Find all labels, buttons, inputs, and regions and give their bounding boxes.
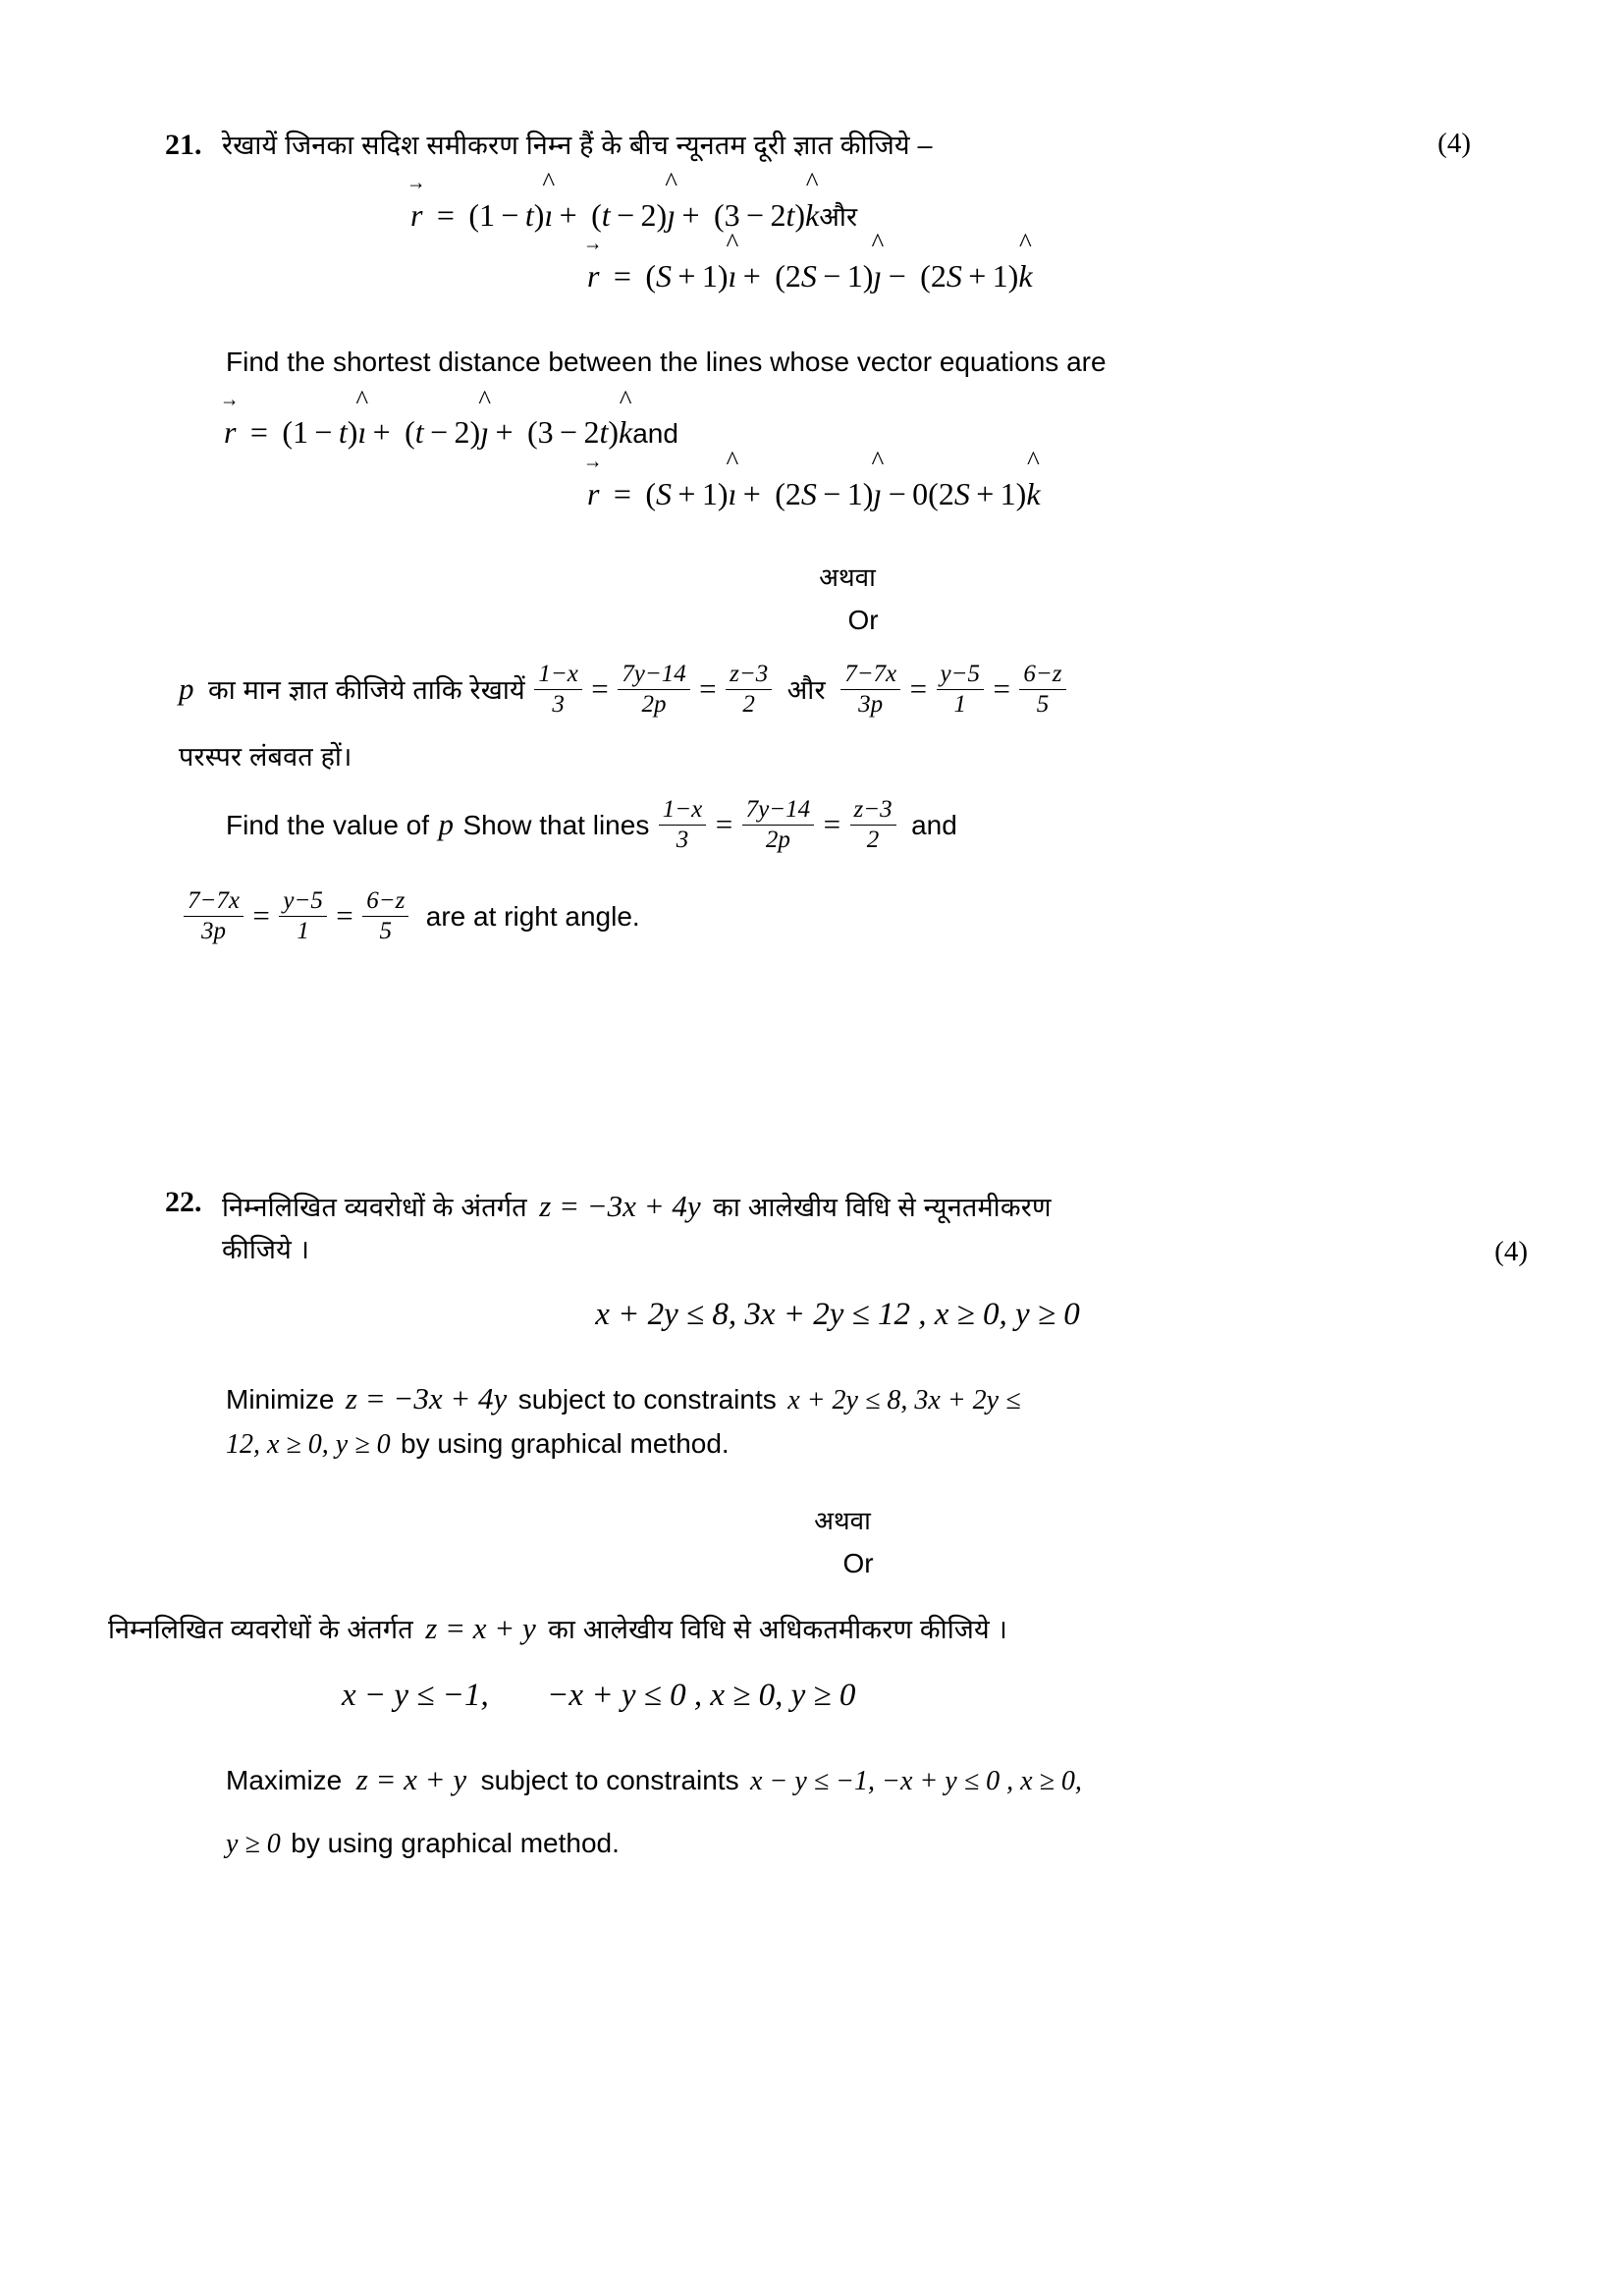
- question-22-hindi-prompt-line-1: [222, 1183, 1471, 1230]
- question-22-alternative-hindi: अथवा: [814, 1506, 871, 1536]
- question-22-english-objective: z = −3x + 4y: [345, 1380, 508, 1415]
- question-22-alt-english-row-1: [226, 1755, 1471, 1804]
- question-22-constraints-display: x + 2y ≤ 8, 3x + 2y ≤ 12 , x ≥ 0, y ≥ 0: [595, 1296, 1080, 1332]
- question-21-alt-english-row-1: Find the value of p Show that lines $\frac{1-x}{3}$ = $\frac{7y-14}{2p}$ = $\frac{z-3}{2}$ and: [226, 795, 957, 853]
- question-22-hindi-prompt-part2: का आलेखीय विधि से न्यूनतमीकरण: [713, 1193, 1052, 1222]
- fraction-z-3-over-2: $\frac{z-3}{2}$: [726, 661, 772, 719]
- fraction-1-x-over-3: $\frac{1-x}{3}$: [534, 661, 581, 719]
- fraction-y-5-over-1-english: $\frac{y-5}{1}$: [279, 887, 326, 945]
- question-22-alt-english-constraints: x − y ≤ −1, −x + y ≤ 0 , x ≥ 0,: [750, 1766, 1082, 1797]
- question-21-hindi-equation-2: r → = (S + 1)ı ^ + (2S − 1)ȷ ^ − (2S + 1)k ^: [587, 245, 1471, 306]
- question-21-header: [165, 126, 1471, 167]
- question-22-hindi-prompt-part3: कीजिये ।: [222, 1235, 310, 1265]
- question-21-alt-english-lead: Find the value of: [226, 809, 430, 840]
- question-21-alt-hindi-conjunction: और: [786, 674, 826, 705]
- question-21-hindi-prompt: रेखायें जिनका सदिश समीकरण निम्न हैं के बीच न्यूनतम दूरी ज्ञात कीजिये –: [222, 131, 933, 160]
- question-22: [108, 1183, 1528, 1867]
- question-21-hindi-equation-1: r → = (1 − t)ı ^ + (t − 2)ȷ ^ + (3 − 2t)k ^और: [410, 185, 1471, 245]
- question-22-number: 22.: [165, 1186, 202, 1218]
- question-22-alternative-english-row: [165, 1542, 1471, 1586]
- question-22-english-row-1: [226, 1374, 1471, 1423]
- question-21-english-equation-2: r → = (S + 1)ı ^ + (2S − 1)ȷ ^ − 0(2S + 1)k ^: [587, 463, 1471, 524]
- question-22-english-tail: by using graphical method.: [401, 1428, 730, 1460]
- question-22-english-row-2: [226, 1422, 1471, 1468]
- question-22-hindi-objective: z = −3x + 4y: [539, 1189, 701, 1223]
- question-22-marks: (4): [1494, 1236, 1528, 1268]
- question-21-alt-english-tail: are at right angle.: [425, 900, 640, 932]
- question-22-alternative-hindi-row: [165, 1501, 1471, 1542]
- question-22-alt-hindi-part2: का आलेखीय विधि से अधिकतमीकरण कीजिये ।: [548, 1614, 1008, 1644]
- question-21-alt-english-and: and: [911, 809, 957, 840]
- question-21-number: 21.: [165, 129, 202, 161]
- question-21-alt-english-row-2: $\frac{7-7x}{3p}$ = $\frac{y-5}{1}$ = $\frac{6-z}{5}$ are at right angle.: [179, 887, 1471, 945]
- question-21-english-equation-1-trailing-and: and: [632, 418, 678, 450]
- question-21-marks: (4): [1437, 128, 1471, 159]
- question-21-alt-english-variable: p: [438, 806, 454, 841]
- question-21: [165, 126, 1471, 945]
- question-22-alt-constraints-row: [342, 1670, 1471, 1722]
- fraction-7-7x-over-3p: $\frac{7-7x}{3p}$: [840, 661, 900, 719]
- fraction-z-3-over-2-english: $\frac{z-3}{2}$: [850, 796, 896, 854]
- question-22-hindi-prompt-part1: निम्नलिखित व्यवरोधों के अंतर्गत: [222, 1193, 527, 1222]
- fraction-y-5-over-1: $\frac{y-5}{1}$: [937, 661, 984, 719]
- fraction-7y-14-over-2p: $\frac{7y-14}{2p}$: [618, 661, 689, 719]
- question-22-header: [165, 1183, 1528, 1271]
- question-22-constraints-display-row: [165, 1289, 1471, 1341]
- question-21-alt-hindi-variable: p: [179, 670, 194, 706]
- question-22-alternative-english: Or: [842, 1547, 874, 1578]
- question-22-alt-constraints-display-2: −x + y ≤ 0 , x ≥ 0, y ≥ 0: [547, 1678, 856, 1714]
- question-22-alt-hindi-objective: z = x + y: [425, 1610, 536, 1645]
- question-22-alt-english-mid: subject to constraints: [480, 1765, 739, 1796]
- question-21-english-prompt: Find the shortest distance between the lines whose vector equations are: [226, 346, 1107, 377]
- question-21-english-equation-2-zero: 0: [912, 475, 929, 511]
- question-21-alt-hindi-lead: का मान ज्ञात कीजिये ताकि रेखायें: [207, 674, 525, 705]
- question-22-hindi-prompt-line-2: [222, 1230, 1528, 1271]
- question-21-alternative-english: Or: [847, 604, 879, 635]
- question-21-alt-english-mid: Show that lines: [462, 809, 650, 840]
- question-22-english-lead: Minimize: [226, 1383, 335, 1415]
- fraction-6-z-over-5-english: $\frac{6-z}{5}$: [362, 887, 408, 945]
- fraction-7y-14-over-2p-english: $\frac{7y-14}{2p}$: [742, 796, 814, 854]
- fraction-7-7x-over-3p-english: $\frac{7-7x}{3p}$: [184, 887, 244, 945]
- question-21-alt-hindi-tail: परस्पर लंबवत हों।: [179, 741, 352, 772]
- fraction-6-z-over-5: $\frac{6-z}{5}$: [1019, 661, 1065, 719]
- question-22-english-mid: subject to constraints: [517, 1383, 777, 1415]
- question-22-alt-hindi-row: [108, 1604, 1471, 1653]
- question-21-alternative-english-row: [165, 599, 1471, 643]
- question-21-alternative-hindi-row: [165, 558, 1471, 599]
- question-22-alt-english-tail-var: y ≥ 0: [226, 1828, 281, 1859]
- question-22-english-constraints-1: x + 2y ≤ 8, 3x + 2y ≤: [787, 1384, 1021, 1415]
- question-22-alt-english-row-2: [226, 1822, 1471, 1867]
- question-22-alt-english-tail: by using graphical method.: [291, 1827, 620, 1858]
- question-22-alt-constraints-display-1: x − y ≤ −1,: [342, 1678, 489, 1714]
- question-21-english-prompt-row: [226, 341, 1471, 385]
- question-22-alt-hindi-part1: निम्नलिखित व्यवरोधों के अंतर्गत: [108, 1614, 413, 1644]
- question-22-alt-english-objective: z = x + y: [355, 1762, 467, 1797]
- question-21-hindi-conjunction-aur: और: [819, 201, 858, 232]
- fraction-1-x-over-3-english: $\frac{1-x}{3}$: [659, 796, 706, 854]
- question-21-alt-hindi-tail-row: [179, 736, 1471, 778]
- question-21-alternative-hindi: अथवा: [819, 562, 876, 593]
- question-22-alt-english-lead: Maximize: [226, 1765, 343, 1796]
- question-21-english-equation-1: r → = (1 − t)ı ^ + (t − 2)ȷ ^ + (3 − 2t)k ^and: [224, 401, 1471, 462]
- question-22-english-constraints-2: 12, x ≥ 0, y ≥ 0: [226, 1429, 391, 1461]
- question-21-alt-hindi-row: p का मान ज्ञात कीजिये ताकि रेखायें $\frac{1-x}{3}$ = $\frac{7y-14}{2p}$ = $\frac{z-3}{2}$ और $\frac{7-7x}{3p}$ = $\frac{y-5}{1}$ = $\frac{6-z}{5}$: [179, 661, 1471, 719]
